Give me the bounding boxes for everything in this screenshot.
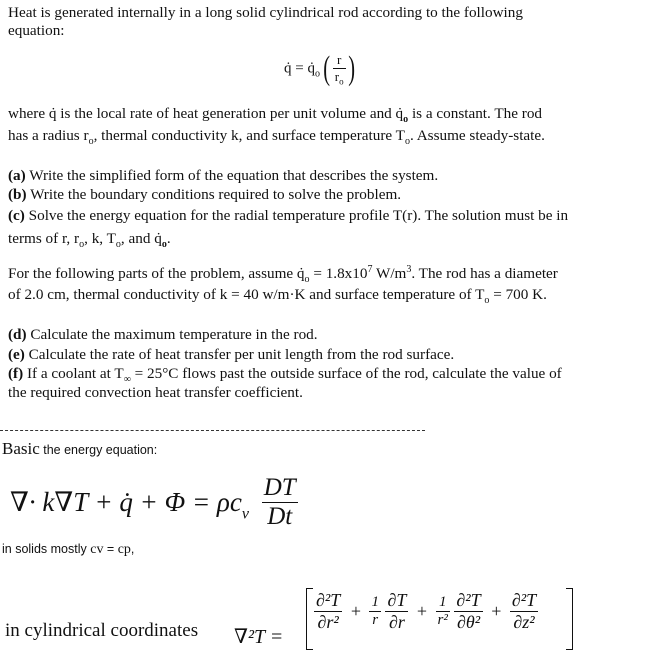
problem-line-1-text: Heat is generated internally in a long solid cylindrical rod according to the following — [8, 4, 523, 21]
given-line-1-end: . The rod has a diameter — [411, 265, 558, 283]
eq-paren-right: ) — [348, 50, 356, 87]
part-c-line-2-sub3: o — [161, 239, 167, 251]
eq-fraction-num: r — [333, 52, 346, 69]
term-3-den: ∂θ² — [456, 612, 481, 632]
laplacian-lhs-text: ∇²T = — [234, 626, 284, 648]
part-b-label: (b) — [8, 186, 27, 203]
solids-note-a: in solids mostly — [2, 542, 91, 556]
part-d-label: (d) — [8, 326, 27, 343]
where-line-2-sub2: o — [404, 136, 410, 148]
problem-line-2 — [8, 21, 65, 41]
basic-heading — [2, 439, 157, 459]
solids-note — [2, 542, 134, 558]
term-2-num: ∂T — [387, 590, 407, 610]
part-f-text: If a coolant at T — [23, 365, 124, 382]
part-c-line-2-sub2: o — [115, 239, 121, 251]
where-line-1-sub: o — [403, 114, 409, 126]
given-line-2 — [8, 285, 547, 311]
part-d-text: Calculate the maximum temperature in the rod. — [26, 326, 318, 343]
part-b-text: Write the boundary conditions required to solve the problem. — [26, 186, 402, 203]
part-f-sub: ∞ — [123, 374, 131, 386]
plus-2: + — [416, 601, 428, 621]
given-line-1-a: For the following parts of the problem, assume q̇ — [8, 265, 305, 283]
given-line-2-a: of 2.0 cm, thermal conductivity of k = 40 w/m·K and surface temperature of T — [8, 286, 485, 303]
part-e-label: (e) — [8, 346, 25, 363]
part-c-line-2-end: , and q̇ — [120, 230, 162, 247]
part-c-text: Solve the energy equation for the radial temperature profile T(r). The solution must be in — [24, 207, 569, 224]
term-4 — [510, 590, 538, 633]
where-line-2-a: has a radius r — [8, 127, 89, 144]
problem-line-1 — [8, 3, 523, 23]
basic-heading-big: Basic — [2, 439, 40, 458]
eq-fraction-den-r: r — [334, 68, 340, 84]
energy-equation-den: Dt — [267, 503, 293, 530]
part-c — [8, 206, 568, 226]
laplacian-bracket-right — [566, 588, 573, 650]
part-e-text: Calculate the rate of heat transfer per unit length from the rod surface. — [24, 346, 455, 363]
term-2-den: ∂r — [388, 612, 405, 632]
energy-equation-fraction — [262, 474, 298, 531]
plus-1: + — [350, 601, 361, 621]
energy-equation-sub: v — [241, 505, 249, 523]
where-line-1-end: is a constant. The rod — [408, 105, 543, 122]
energy-equation — [10, 474, 298, 531]
problem-line-2-text: equation: — [8, 22, 65, 39]
part-d — [8, 325, 318, 345]
term-3 — [454, 590, 482, 633]
where-line-2-end: . Assume steady-state. — [409, 127, 545, 144]
part-a-label: (a) — [8, 167, 26, 184]
eq-fraction-den — [333, 69, 346, 87]
part-a — [8, 166, 438, 186]
part-c-line-2-mid: , k, T — [84, 230, 116, 247]
eq-fraction-den-sub: o — [339, 76, 344, 87]
given-line-1-unit: W/m — [372, 265, 407, 283]
given-line-1-exp: 7 — [367, 264, 373, 275]
part-c-line-2 — [8, 229, 171, 255]
plus-3: + — [491, 601, 502, 621]
where-line-2 — [8, 126, 545, 152]
solids-note-cp: cp — [117, 542, 131, 557]
term-3-coef-den: r² — [437, 612, 448, 628]
term-3-coef — [436, 594, 450, 629]
basic-heading-small: the energy equation: — [39, 443, 158, 457]
heat-generation-equation — [284, 50, 355, 88]
term-2 — [385, 590, 408, 633]
where-line-2-sub: o — [88, 136, 94, 148]
term-1 — [314, 590, 342, 633]
where-line-1-a: where q̇ is the local rate of heat generation per unit volume and q̇ — [8, 105, 404, 122]
term-2-coef-den: r — [372, 612, 379, 628]
solids-note-cv: cv — [90, 542, 104, 557]
given-line-2-end: = 700 K. — [489, 286, 547, 303]
laplacian-bracket-left — [306, 588, 313, 650]
part-c-line-2-a: terms of r, r — [8, 230, 80, 247]
where-line-2-mid: , thermal conductivity k, and surface temperature T — [93, 127, 405, 144]
part-c-line-2-sub1: o — [79, 239, 85, 251]
eq-sub: o — [314, 68, 320, 80]
term-3-coef-num: 1 — [436, 594, 450, 612]
term-3-num: ∂²T — [456, 590, 481, 610]
section-divider — [0, 430, 425, 431]
term-1-num: ∂²T — [316, 590, 341, 610]
part-f-text-mid: = 25°C flows past the outside surface of the rod, calculate the value of — [130, 365, 562, 382]
cylindrical-label — [5, 620, 198, 642]
energy-equation-lhs: ∇· k∇T + q̇ + Φ = ρc — [10, 487, 242, 517]
given-line-2-sub: o — [484, 295, 490, 307]
given-line-1-value: = 1.8x10 — [309, 265, 368, 283]
term-1-den: ∂r² — [317, 612, 339, 632]
term-2-coef-num: 1 — [371, 594, 379, 610]
term-4-num: ∂²T — [511, 590, 537, 610]
energy-equation-num: DT — [263, 474, 296, 501]
solids-note-comma: , — [130, 542, 135, 556]
part-f-line-2-text: the required convection heat transfer coefficient. — [8, 384, 303, 401]
cylindrical-label-text: in cylindrical coordinates — [5, 620, 199, 641]
eq-lhs: q̇ = q̇ — [284, 60, 315, 77]
eq-fraction — [333, 52, 346, 87]
part-f-label: (f) — [8, 365, 24, 382]
part-e — [8, 345, 454, 365]
term-2-coef — [369, 594, 381, 629]
solids-note-eq: = — [103, 542, 118, 556]
term-4-den: ∂z² — [513, 612, 535, 632]
part-b — [8, 185, 401, 205]
given-line-1-sub: o — [304, 274, 310, 286]
laplacian-terms — [314, 590, 538, 633]
part-a-text: Write the simplified form of the equation that describes the system. — [25, 167, 439, 184]
given-line-1-unit-exp: 3 — [406, 264, 412, 275]
laplacian-lhs — [234, 624, 283, 649]
eq-paren-left: ( — [322, 50, 330, 87]
part-c-label: (c) — [8, 207, 25, 224]
part-f-line-2 — [8, 383, 303, 403]
part-c-line-2-period: . — [166, 230, 171, 247]
